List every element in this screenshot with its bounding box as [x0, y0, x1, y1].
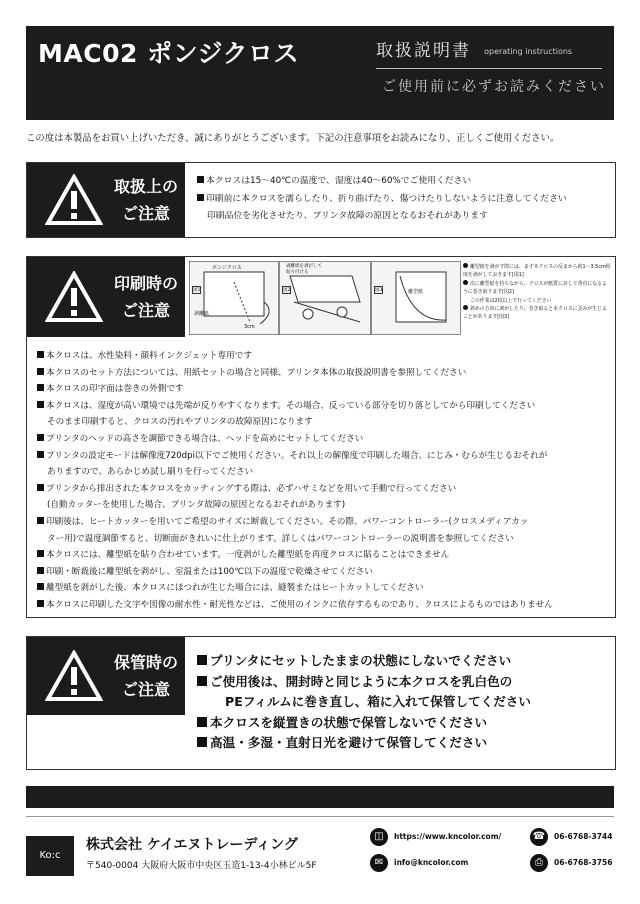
website-link[interactable]: https://www.kncolor.com/ [394, 832, 502, 841]
rule-item: 印刷・断裁後に離型紙を剥がし、室温または100℃以下の温度で乾燥させてください [37, 564, 553, 581]
rule-item: プリンタにセットしたままの状態にしないでください [197, 651, 531, 672]
printing-rules [37, 348, 553, 614]
rule-item: 本クロスに印刷した文字や図像の耐水性・耐光性などは、ご使用のインクに依存するものであり、クロスによるものではありません [37, 597, 553, 614]
handling-label-line1: 取扱上の [113, 177, 178, 196]
header-note: ご使用前に必ずお読みください [382, 79, 606, 95]
rule-item: 本クロスを縦置きの状態で保管しないでください [197, 713, 531, 734]
rule-item: 本クロスは、水性染料・顔料インクジェット専用です [37, 348, 553, 365]
printing-label-line1: 印刷時の [113, 274, 178, 293]
figure-3 [371, 261, 461, 335]
fax-icon: ⎙ [530, 854, 548, 872]
figure-number: 図1 [193, 288, 201, 293]
bullet-square-icon [37, 600, 44, 607]
printing-label-line2: ご注意 [121, 301, 170, 320]
figure-number: 図3 [375, 288, 383, 293]
warning-icon [45, 271, 103, 323]
figure-notes: 離型紙を剥がす際には、まず本クロスの反まから約1～3.5cm程度を剥がしておきます[図1] 次に離型紙を持ちながら、クロスが紙質に対して垂直になるように巻き取ります[図2] この作業は2枚以上で行ってください 斜めの方向に剥がしたり、巻き取ると本クロスに歪みが生じることがあります[図3] [463, 264, 611, 321]
bullet-dot-icon [463, 280, 468, 285]
rule-item: 本クロスは、湿度が高い環境では先端が反りやすくなります。その場合、反っている部分を切り落としてから印刷してください [37, 398, 553, 415]
handling-item: 本クロスは15～40℃の温度で、湿度は40～60%でご使用ください [197, 173, 567, 191]
warning-icon [45, 650, 103, 702]
printing-section [26, 256, 616, 618]
bullet-square-icon [37, 567, 44, 574]
company-address: 〒540-0004 大阪府大阪市中央区玉造1-13-4小林ビル5F [86, 861, 317, 871]
storage-rules [197, 651, 531, 754]
storage-section [26, 636, 616, 770]
bullet-square-icon [37, 368, 44, 375]
rule-item: PEフィルムに巻き直し、箱に入れて保管してください [225, 694, 531, 709]
web-icon: ◫ [370, 828, 388, 846]
fax-number: 06-6768-3756 [554, 858, 613, 867]
email-link[interactable]: info@kncolor.com [394, 858, 469, 867]
bullet-square-icon [197, 676, 207, 686]
company-logo: Ko:c [26, 836, 74, 876]
bullet-dot-icon [463, 305, 468, 310]
rule-item: プリンタの設定モードは解像度720dpi以下でご使用ください。それ以上の解像度で印刷した場合、にじみ・むらが生じるおそれが [37, 448, 553, 465]
manual-title: 取扱説明書 [376, 41, 471, 61]
handling-section [26, 162, 616, 238]
cloth-peel-illustration [190, 262, 278, 334]
rule-item: (自動カッターを使用した場合、プリンタ故障の原因となるおそれがあります) [47, 500, 346, 511]
bullet-square-icon [37, 384, 44, 391]
bullet-square-icon [197, 655, 207, 665]
rule-item: 高温・多湿・直射日光を避けて保管してください [197, 733, 531, 754]
bullet-dot-icon [463, 263, 468, 268]
mail-icon: ✉ [370, 854, 388, 872]
rule-item: 離型紙を剥がした後、本クロスにほつれが生じた場合には、縫製またはヒートカットしてください [37, 580, 553, 597]
storage-label-line2: ご注意 [121, 680, 170, 699]
bullet-square-icon [197, 717, 207, 727]
product-title: MAC02 ポンジクロス [38, 39, 299, 68]
rule-item: 本クロスには、離型紙を貼り合わせています。一度剥がした離型紙を再度クロスに貼ることはできません [37, 547, 553, 564]
phone-icon: ☎ [530, 828, 548, 846]
bullet-square-icon [197, 737, 207, 747]
figure-label: 剥離紙を剥がして貼り付ける [286, 264, 322, 275]
handling-label-line2: ご注意 [121, 204, 170, 223]
bullet-square-icon [37, 401, 44, 408]
bullet-square-icon [37, 517, 44, 524]
rule-item: ター用)で温度調節すると、切断面がきれいに仕上がります。詳しくはパワーコントローラーの説明書を参照してください [47, 533, 514, 544]
handling-item: 印刷品位を劣化させたり、プリンタ故障の原因となるおそれがあります [207, 211, 488, 221]
printing-label [27, 257, 185, 337]
phone-number: 06-6768-3744 [554, 832, 613, 841]
handling-item: 印刷前に本クロスを濡らしたり、折り曲げたり、傷つけたりしないように注意してください [197, 191, 567, 209]
handling-label [27, 163, 185, 237]
intro-text: この度は本製品をお買い上げいただき、誠にありがとうございます。下記の注意事項をお読みになり、正しくご使用ください。 [26, 133, 560, 144]
bullet-square-icon [37, 351, 44, 358]
rule-item: そのまま印刷すると、クロスの汚れやプリンタの故障原因になります [47, 417, 313, 428]
decorative-strip [26, 786, 614, 808]
rule-item: 本クロスの印字面は巻きの外側です [37, 381, 553, 398]
bullet-square-icon [37, 484, 44, 491]
rule-item: プリンタから排出された本クロスをカッティングする際は、必ずハサミなどを用いて手動で行ってください [37, 481, 553, 498]
warning-icon [45, 174, 103, 226]
figure-label: 3cm [244, 324, 255, 330]
manual-subtitle: operating instructions [484, 47, 573, 56]
figure-1 [189, 261, 279, 335]
rule-item: ご使用後は、開封時と同じように本クロスを乳白色の [197, 672, 531, 693]
bullet-square-icon [37, 451, 44, 458]
figure-label: 離型紙 [408, 289, 424, 295]
wrong-peel-illustration [372, 262, 460, 334]
rule-item: 印刷後は、ヒートカッターを用いてご希望のサイズに断裁してください。その際、パワーコントローラー(クロスメディアカッ [37, 514, 553, 531]
storage-label [27, 637, 185, 715]
rule-item: ありますので、あらかじめ試し刷りを行ってください [47, 467, 254, 478]
rule-item: 本クロスのセット方法については、用紙セットの場合と同様、プリンタ本体の取扱説明書を参照してください [37, 365, 553, 382]
bullet-square-icon [197, 176, 204, 183]
bullet-square-icon [37, 550, 44, 557]
bullet-square-icon [37, 583, 44, 590]
figure-2 [279, 261, 371, 335]
header-right [376, 36, 572, 61]
bullet-square-icon [197, 194, 204, 201]
bullet-square-icon [37, 434, 44, 441]
figure-number: 図2 [283, 288, 291, 293]
footer-divider [26, 816, 614, 817]
header-divider [376, 68, 602, 69]
figure-label: 剥離紙 [194, 311, 210, 317]
storage-label-line1: 保管時の [113, 653, 178, 672]
rule-item: プリンタのヘッドの高さを調節できる場合は、ヘッドを高めにセットしてください [37, 431, 553, 448]
company-name: 株式会社 ケイエヌトレーディング [86, 837, 298, 853]
figure-label: ポンジクロス [212, 265, 242, 271]
